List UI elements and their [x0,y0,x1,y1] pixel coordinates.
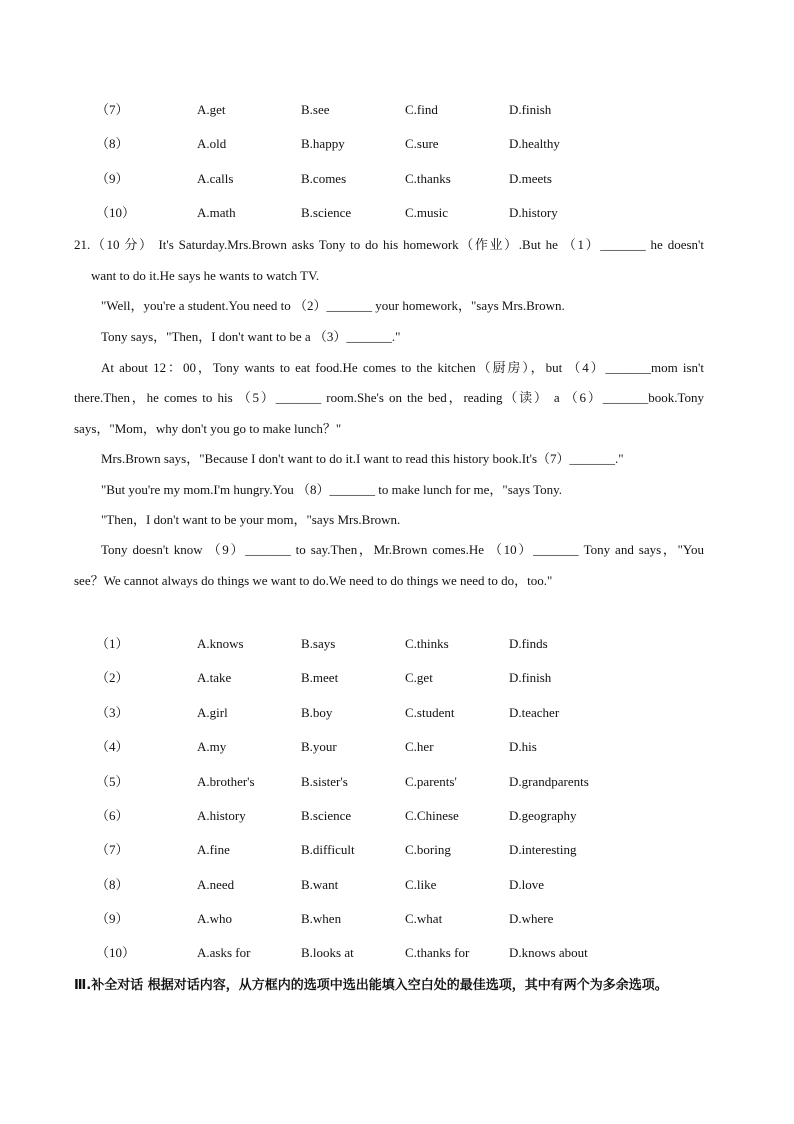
passage-line: Mrs.Brown says，"Because I don't want to do it.I want to read this history book.It's（7）_______." [101,451,624,466]
option-c: C.parents' [405,774,457,789]
option-d: D.teacher [509,705,560,720]
option-b: B.difficult [301,842,355,857]
option-d: D.geography [509,808,577,823]
option-d: D.grandparents [509,774,589,789]
option-row [0,668,794,688]
option-row [0,943,794,963]
option-a: A.asks for [197,945,251,960]
option-d: D.finish [509,102,552,117]
passage-line: see？We cannot always do things we want to do.We need to do things we need to do，too." [74,573,553,588]
option-c: C.student [405,705,455,720]
option-b: B.your [301,739,337,754]
option-b: B.science [301,808,352,823]
option-row [0,840,794,860]
option-a: A.girl [197,705,228,720]
option-a: A.calls [197,171,234,186]
option-b: B.happy [301,136,345,151]
passage-line: says，"Mom，why don't you go to make lunch？" [74,421,342,436]
option-d: D.finds [509,636,548,651]
option-c: C.her [405,739,434,754]
question-number: （8） [96,877,129,892]
passage-line: 21.（10 分） It's Saturday.Mrs.Brown asks Tony to do his homework（作业）.But he （1）_______ he doesn't [74,237,704,252]
option-row [0,634,794,654]
question-number: （5） [96,774,129,789]
option-c: C.thanks for [405,945,470,960]
option-row [0,909,794,929]
passage-line: Tony doesn't know （9）_______ to say.Then，Mr.Brown comes.He （10）_______ Tony and says，"You [101,542,704,557]
option-row [0,169,794,189]
option-row [0,772,794,792]
option-c: C.thinks [405,636,449,651]
option-row [0,203,794,223]
passage-line: want to do it.He says he wants to watch TV. [91,268,320,283]
option-c: C.get [405,670,433,685]
option-d: D.interesting [509,842,577,857]
option-a: A.knows [197,636,244,651]
option-c: C.music [405,205,448,220]
option-row [0,875,794,895]
passage-line: "Well，you're a student.You need to （2）_______ your homework，"says Mrs.Brown. [101,298,565,313]
option-row [0,737,794,757]
question-number: （9） [96,911,129,926]
option-b: B.comes [301,171,347,186]
passage-line: At about 12：00，Tony wants to eat food.He comes to the kitchen（厨房），but （4）_______mom isn't [101,360,704,375]
option-b: B.see [301,102,330,117]
question-number: （6） [96,808,129,823]
option-a: A.who [197,911,233,926]
option-c: C.find [405,102,438,117]
option-b: B.want [301,877,339,892]
option-c: C.like [405,877,437,892]
option-a: A.need [197,877,235,892]
option-a: A.brother's [197,774,255,789]
question-number: （4） [96,739,129,754]
option-a: A.fine [197,842,230,857]
option-d: D.where [509,911,554,926]
question-number: （3） [96,705,129,720]
option-a: A.math [197,205,236,220]
option-row [0,806,794,826]
question-number: （7） [96,102,129,117]
passage-line: "Then，I don't want to be your mom，"says Mrs.Brown. [101,512,401,527]
option-c: C.what [405,911,443,926]
option-c: C.Chinese [405,808,459,823]
passage-line: there.Then，he comes to his （5）_______ room.She's on the bed，reading（读） a （6）_______book.Tony [74,390,704,405]
question-number: （8） [96,136,129,151]
option-d: D.meets [509,171,552,186]
option-row [0,703,794,723]
option-a: A.get [197,102,226,117]
option-b: B.sister's [301,774,348,789]
option-d: D.healthy [509,136,560,151]
option-d: D.his [509,739,537,754]
option-b: B.says [301,636,336,651]
passage-line: Tony says，"Then，I don't want to be a （3）_______." [101,329,401,344]
option-b: B.when [301,911,342,926]
option-c: C.thanks [405,171,451,186]
option-a: A.old [197,136,227,151]
option-c: C.boring [405,842,451,857]
question-number: （10） [96,205,136,220]
option-d: D.finish [509,670,552,685]
option-row [0,100,794,120]
question-number: （2） [96,670,129,685]
option-d: D.knows about [509,945,588,960]
option-a: A.take [197,670,232,685]
question-number: （10） [96,945,136,960]
option-a: A.history [197,808,246,823]
option-b: B.looks at [301,945,354,960]
question-number: （7） [96,842,129,857]
option-d: D.history [509,205,558,220]
option-d: D.love [509,877,545,892]
option-b: B.science [301,205,352,220]
option-a: A.my [197,739,227,754]
passage-line: "But you're my mom.I'm hungry.You （8）_______ to make lunch for me，"says Tony. [101,482,563,497]
section-heading: Ⅲ.补全对话 根据对话内容，从方框内的选项中选出能填入空白处的最佳选项，其中有两个为多余选项。 [74,978,668,993]
option-c: C.sure [405,136,439,151]
question-number: （1） [96,636,129,651]
option-b: B.boy [301,705,333,720]
option-b: B.meet [301,670,339,685]
question-number: （9） [96,171,129,186]
option-row [0,134,794,154]
